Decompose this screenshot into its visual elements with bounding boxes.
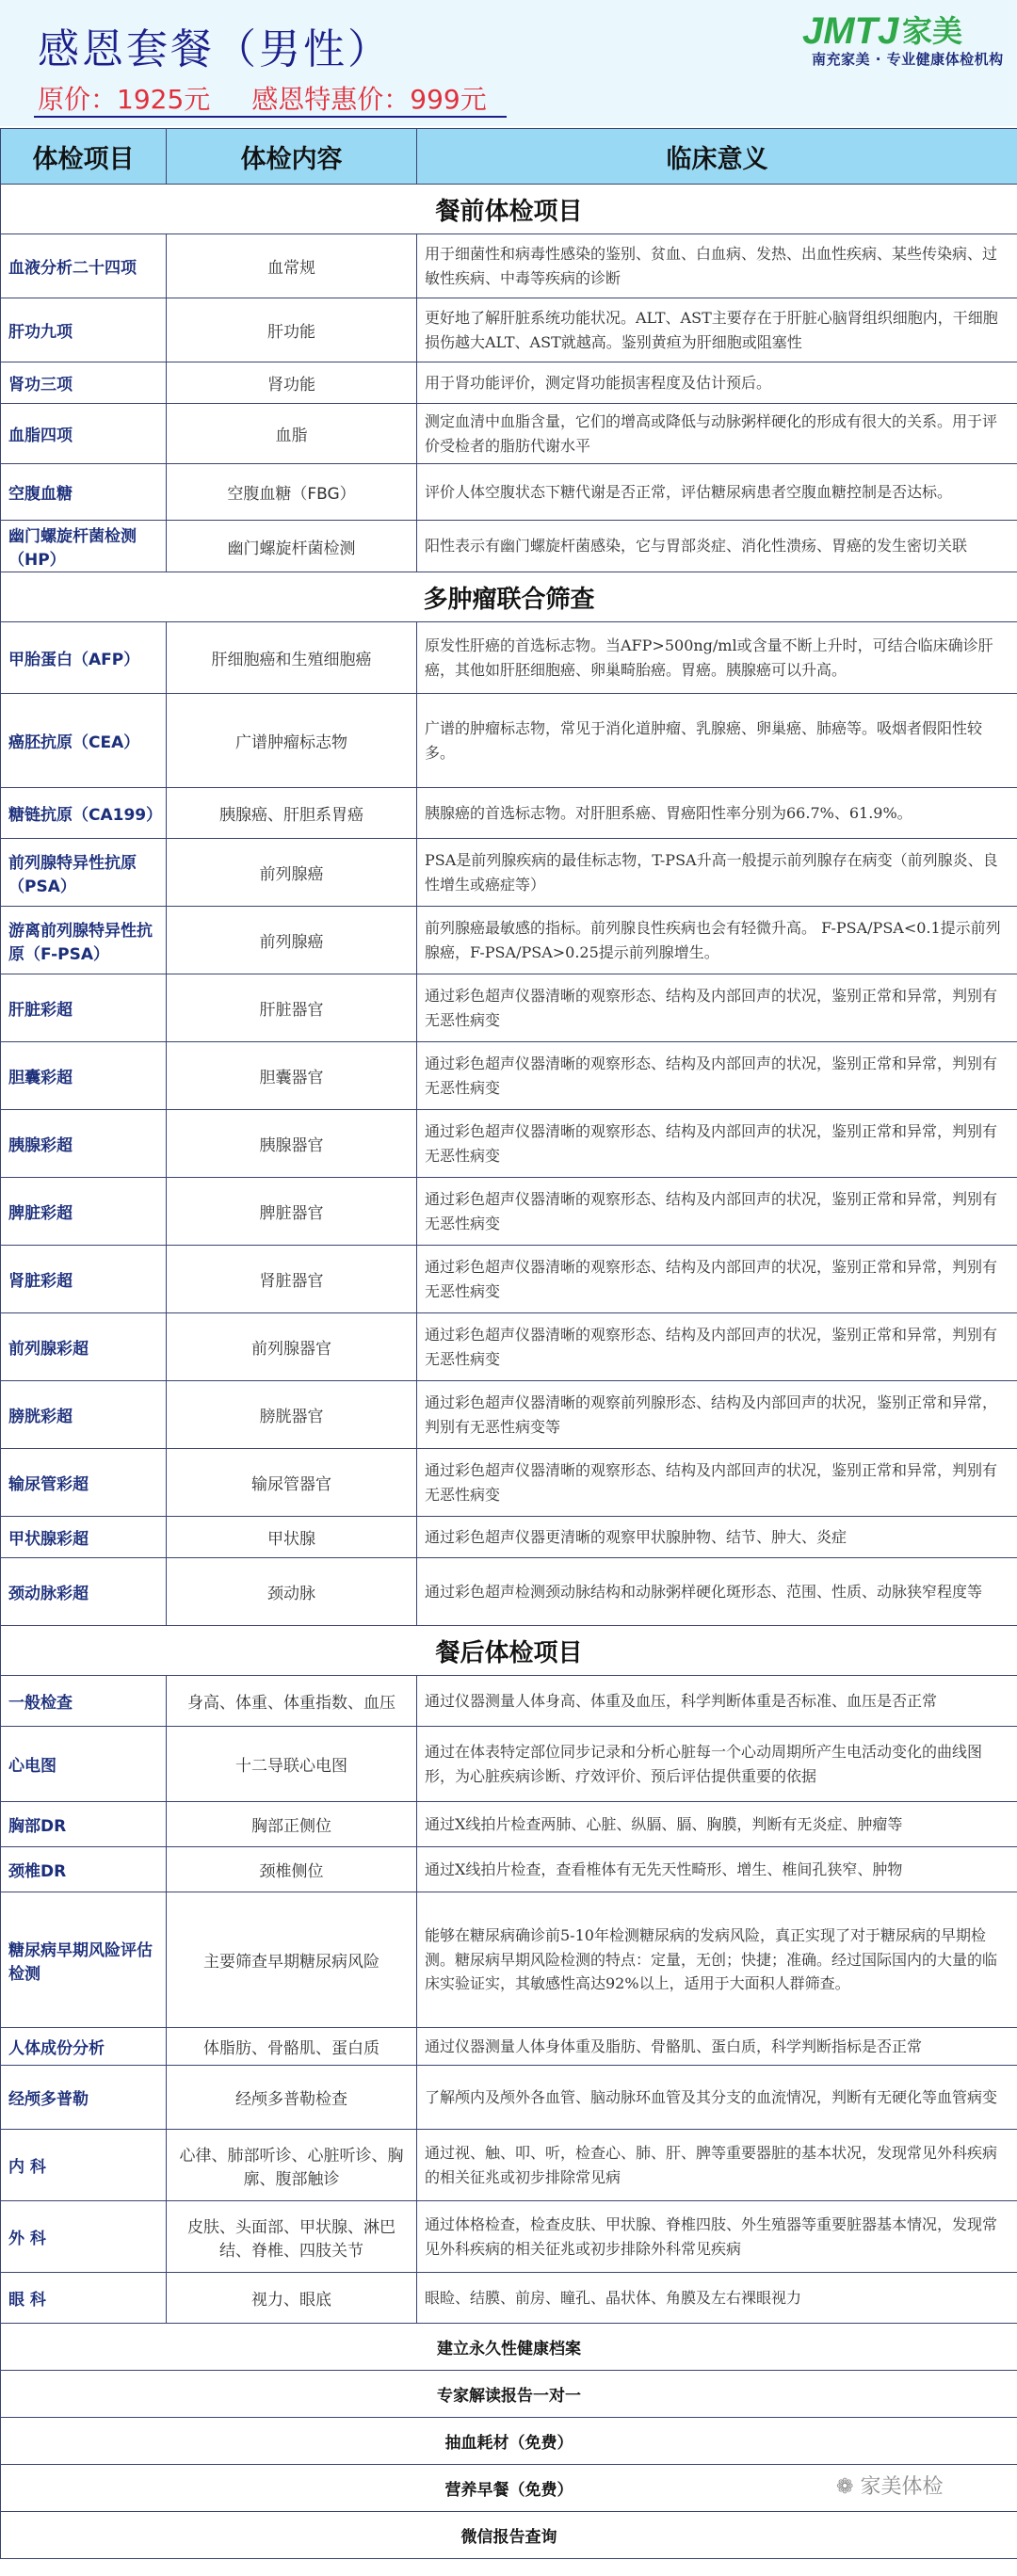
- item-name-cell: 输尿管彩超: [1, 1449, 167, 1517]
- meaning-cell: 胰腺癌的首选标志物。对肝胆系癌、胃癌阳性率分别为66.7%、61.9%。: [417, 788, 1017, 839]
- content-cell: 肝功能: [167, 298, 417, 362]
- content-cell: 输尿管器官: [167, 1449, 417, 1517]
- exam-table: [0, 128, 1017, 2559]
- content-cell: 心律、肺部听诊、心脏听诊、胸廓、腹部触诊: [167, 2130, 417, 2201]
- footer-text: 专家解读报告一对一: [1, 2371, 1017, 2418]
- meaning-cell: 通过彩色超声仪器清晰的观察形态、结构及内部回声的状况，鉴别正常和异常，判别有无恶性病变: [417, 1110, 1017, 1178]
- table-row: [1, 234, 1017, 298]
- meaning-cell: 眼睑、结膜、前房、瞳孔、晶状体、角膜及左右裸眼视力: [417, 2273, 1017, 2324]
- content-cell: 颈椎侧位: [167, 1847, 417, 1892]
- content-cell: 血脂: [167, 404, 417, 464]
- meaning-cell: 前列腺癌最敏感的指标。前列腺良性疾病也会有轻微升高。 F-PSA/PSA<0.1提示前列腺癌，F-PSA/PSA>0.25提示前列腺增生。: [417, 907, 1017, 974]
- col-header-item: 体检项目: [1, 129, 167, 185]
- item-name-cell: 心电图: [1, 1727, 167, 1802]
- meaning-cell: 通过彩色超声仪器清晰的观察形态、结构及内部回声的状况，鉴别正常和异常，判别有无恶性病变: [417, 1449, 1017, 1517]
- footer-row: [1, 2324, 1017, 2371]
- item-name-cell: 空腹血糖: [1, 464, 167, 521]
- table-row: [1, 521, 1017, 572]
- content-cell: 肝脏器官: [167, 974, 417, 1042]
- price-underline: [34, 116, 507, 118]
- item-name-cell: 幽门螺旋杆菌检测（HP）: [1, 521, 167, 572]
- content-cell: 十二导联心电图: [167, 1727, 417, 1802]
- content-cell: 胸部正侧位: [167, 1802, 417, 1847]
- content-cell: 肾功能: [167, 362, 417, 404]
- table-row: [1, 404, 1017, 464]
- table-row: [1, 464, 1017, 521]
- item-name-cell: 肝功九项: [1, 298, 167, 362]
- item-name-cell: 颈动脉彩超: [1, 1558, 167, 1626]
- table-row: [1, 1042, 1017, 1110]
- meaning-cell: 通过视、触、叩、听，检查心、肺、肝、脾等重要器脏的基本状况，发现常见外科疾病的相关征兆或初步排除常见病: [417, 2130, 1017, 2201]
- footer-row: [1, 2512, 1017, 2559]
- item-name-cell: 眼 科: [1, 2273, 167, 2324]
- meaning-cell: 通过彩色超声仪器清晰的观察形态、结构及内部回声的状况，鉴别正常和异常，判别有无恶性病变: [417, 1178, 1017, 1246]
- table-row: [1, 1381, 1017, 1449]
- meaning-cell: 用于肾功能评价，测定肾功能损害程度及估计预后。: [417, 362, 1017, 404]
- meaning-cell: 广谱的肿瘤标志物，常见于消化道肿瘤、乳腺癌、卵巢癌、肺癌等。吸烟者假阳性较多。: [417, 694, 1017, 788]
- table-row: [1, 839, 1017, 907]
- meaning-cell: 通过X线拍片检查，查看椎体有无先天性畸形、增生、椎间孔狭窄、肿物: [417, 1847, 1017, 1892]
- item-name-cell: 外 科: [1, 2201, 167, 2273]
- content-cell: 肝细胞癌和生殖细胞癌: [167, 622, 417, 694]
- section-title: 多肿瘤联合筛查: [1, 572, 1017, 622]
- meaning-cell: 阳性表示有幽门螺旋杆菌感染，它与胃部炎症、消化性溃疡、胃癌的发生密切关联: [417, 521, 1017, 572]
- item-name-cell: 甲状腺彩超: [1, 1517, 167, 1558]
- meaning-cell: 通过仪器测量人体身体重及脂肪、骨骼肌、蛋白质，科学判断指标是否正常: [417, 2028, 1017, 2066]
- item-name-cell: 血脂四项: [1, 404, 167, 464]
- item-name-cell: 血液分析二十四项: [1, 234, 167, 298]
- table-row: [1, 1246, 1017, 1313]
- content-cell: 胰腺器官: [167, 1110, 417, 1178]
- meaning-cell: 通过彩色超声仪器清晰的观察前列腺形态、结构及内部回声的状况，鉴别正常和异常，判别有无恶性病变等: [417, 1381, 1017, 1449]
- footer-row: [1, 2371, 1017, 2418]
- table-row: [1, 1892, 1017, 2028]
- footer-row: [1, 2418, 1017, 2465]
- item-name-cell: 内 科: [1, 2130, 167, 2201]
- content-cell: 血常规: [167, 234, 417, 298]
- table-row: [1, 2028, 1017, 2066]
- table-row: [1, 2066, 1017, 2130]
- table-row: [1, 1517, 1017, 1558]
- table-row: [1, 1727, 1017, 1802]
- meaning-cell: 通过彩色超声检测颈动脉结构和动脉粥样硬化斑形态、范围、性质、动脉狭窄程度等: [417, 1558, 1017, 1626]
- meaning-cell: 更好地了解肝脏系统功能状况。ALT、AST主要存在于肝脏心脑肾组织细胞内，干细胞损伤越大ALT、AST就越高。鉴别黄疸为肝细胞或阻塞性: [417, 298, 1017, 362]
- footer-text: 微信报告查询: [1, 2512, 1017, 2559]
- item-name-cell: 胰腺彩超: [1, 1110, 167, 1178]
- item-name-cell: 前列腺特异性抗原（PSA）: [1, 839, 167, 907]
- item-name-cell: 肾脏彩超: [1, 1246, 167, 1313]
- logo-slogan: 南充家美 · 专业健康体检机构: [812, 51, 1004, 68]
- table-row: [1, 1558, 1017, 1626]
- content-cell: 体脂肪、骨骼肌、蛋白质: [167, 2028, 417, 2066]
- meaning-cell: 原发性肝癌的首选标志物。当AFP>500ng/ml或含量不断上升时，可结合临床确诊肝癌，其他如肝胚细胞癌、卵巢畸胎癌。胃癌。胰腺癌可以升高。: [417, 622, 1017, 694]
- col-header-content: 体检内容: [167, 129, 417, 185]
- wechat-icon: ❁: [836, 2475, 861, 2499]
- item-name-cell: 糖尿病早期风险评估检测: [1, 1892, 167, 2028]
- table-body: [1, 185, 1017, 2559]
- content-cell: 颈动脉: [167, 1558, 417, 1626]
- footer-text: 建立永久性健康档案: [1, 2324, 1017, 2371]
- content-cell: 空腹血糖（FBG）: [167, 464, 417, 521]
- item-name-cell: 一般检查: [1, 1676, 167, 1727]
- content-cell: 脾脏器官: [167, 1178, 417, 1246]
- table-row: [1, 1449, 1017, 1517]
- item-name-cell: 胆囊彩超: [1, 1042, 167, 1110]
- item-name-cell: 癌胚抗原（CEA）: [1, 694, 167, 788]
- meaning-cell: 通过彩色超声仪器清晰的观察形态、结构及内部回声的状况，鉴别正常和异常，判别有无恶性病变: [417, 974, 1017, 1042]
- item-name-cell: 肝脏彩超: [1, 974, 167, 1042]
- logo-name: 家美: [902, 13, 963, 49]
- table-row: [1, 362, 1017, 404]
- meaning-cell: 通过体格检查，检查皮肤、甲状腺、脊椎四肢、外生殖器等重要脏器基本情况，发现常见外科疾病的相关征兆或初步排除外科常见疾病: [417, 2201, 1017, 2273]
- table-row: [1, 1313, 1017, 1381]
- meaning-cell: 用于细菌性和病毒性感染的鉴别、贫血、白血病、发热、出血性疾病、某些传染病、过敏性疾病、中毒等疾病的诊断: [417, 234, 1017, 298]
- item-name-cell: 人体成份分析: [1, 2028, 167, 2066]
- content-cell: 视力、眼底: [167, 2273, 417, 2324]
- col-header-meaning: 临床意义: [417, 129, 1017, 185]
- content-cell: 前列腺癌: [167, 839, 417, 907]
- table-row: [1, 622, 1017, 694]
- table-row: [1, 974, 1017, 1042]
- content-cell: 幽门螺旋杆菌检测: [167, 521, 417, 572]
- section-row: [1, 1626, 1017, 1676]
- logo-letters: JMTJ: [802, 10, 899, 52]
- meaning-cell: 了解颅内及颅外各血管、脑动脉环血管及其分支的血流情况，判断有无硬化等血管病变: [417, 2066, 1017, 2130]
- item-name-cell: 胸部DR: [1, 1802, 167, 1847]
- table-row: [1, 298, 1017, 362]
- footer-text: 抽血耗材（免费）: [1, 2418, 1017, 2465]
- table-row: [1, 2273, 1017, 2324]
- table-header-row: [1, 129, 1017, 185]
- table-row: [1, 2201, 1017, 2273]
- wechat-watermark: [836, 2471, 943, 2500]
- content-cell: 胰腺癌、肝胆系胃癌: [167, 788, 417, 839]
- meaning-cell: PSA是前列腺疾病的最佳标志物，T-PSA升高一般提示前列腺存在病变（前列腺炎、良性增生或癌症等）: [417, 839, 1017, 907]
- page-title: 感恩套餐（男性）: [38, 25, 392, 73]
- table-row: [1, 1178, 1017, 1246]
- section-row: [1, 572, 1017, 622]
- watermark-text: 家美体检: [860, 2475, 944, 2499]
- content-cell: 身高、体重、体重指数、血压: [167, 1676, 417, 1727]
- meaning-cell: 能够在糖尿病确诊前5-10年检测糖尿病的发病风险，真正实现了对于糖尿病的早期检测。糖尿病早期风险检测的特点：定量，无创；快捷；准确。经过国际国内的大量的临床实验证实，其敏感性高达92%以上，适用于大面积人群筛查。: [417, 1892, 1017, 2028]
- meaning-cell: 测定血清中血脂含量，它们的增高或降低与动脉粥样硬化的形成有很大的关系。用于评价受检者的脂肪代谢水平: [417, 404, 1017, 464]
- meaning-cell: 通过仪器测量人体身高、体重及血压，科学判断体重是否标准、血压是否正常: [417, 1676, 1017, 1727]
- item-name-cell: 肾功三项: [1, 362, 167, 404]
- section-title: 餐后体检项目: [1, 1626, 1017, 1676]
- meaning-cell: 通过在体表特定部位同步记录和分析心脏每一个心动周期所产生电活动变化的曲线图形，为心脏疾病诊断、疗效评价、预后评估提供重要的依据: [417, 1727, 1017, 1802]
- meaning-cell: 通过彩色超声仪器更清晰的观察甲状腺肿物、结节、肿大、炎症: [417, 1517, 1017, 1558]
- price-line: [38, 79, 528, 117]
- item-name-cell: 游离前列腺特异性抗原（F-PSA）: [1, 907, 167, 974]
- item-name-cell: 经颅多普勒: [1, 2066, 167, 2130]
- table-row: [1, 694, 1017, 788]
- table-row: [1, 907, 1017, 974]
- content-cell: 皮肤、头面部、甲状腺、淋巴结、脊椎、四肢关节: [167, 2201, 417, 2273]
- content-cell: 主要筛查早期糖尿病风险: [167, 1892, 417, 2028]
- section-row: [1, 185, 1017, 234]
- table-row: [1, 1676, 1017, 1727]
- table-row: [1, 2130, 1017, 2201]
- content-cell: 胆囊器官: [167, 1042, 417, 1110]
- section-title: 餐前体检项目: [1, 185, 1017, 234]
- meaning-cell: 通过X线拍片检查两肺、心脏、纵膈、膈、胸膜，判断有无炎症、肿瘤等: [417, 1802, 1017, 1847]
- meaning-cell: 通过彩色超声仪器清晰的观察形态、结构及内部回声的状况，鉴别正常和异常，判别有无恶性病变: [417, 1313, 1017, 1381]
- item-name-cell: 前列腺彩超: [1, 1313, 167, 1381]
- table-row: [1, 1110, 1017, 1178]
- content-cell: 肾脏器官: [167, 1246, 417, 1313]
- meaning-cell: 通过彩色超声仪器清晰的观察形态、结构及内部回声的状况，鉴别正常和异常，判别有无恶性病变: [417, 1246, 1017, 1313]
- content-cell: 甲状腺: [167, 1517, 417, 1558]
- content-cell: 前列腺癌: [167, 907, 417, 974]
- content-cell: 经颅多普勒检查: [167, 2066, 417, 2130]
- content-cell: 膀胱器官: [167, 1381, 417, 1449]
- item-name-cell: 脾脏彩超: [1, 1178, 167, 1246]
- meaning-cell: 通过彩色超声仪器清晰的观察形态、结构及内部回声的状况，鉴别正常和异常，判别有无恶性病变: [417, 1042, 1017, 1110]
- footer-text: 营养早餐（免费）: [1, 2465, 1017, 2512]
- table-row: [1, 1802, 1017, 1847]
- item-name-cell: 膀胱彩超: [1, 1381, 167, 1449]
- meaning-cell: 评价人体空腹状态下糖代谢是否正常，评估糖尿病患者空腹血糖控制是否达标。: [417, 464, 1017, 521]
- special-price: 感恩特惠价：999元: [251, 84, 487, 115]
- item-name-cell: 颈椎DR: [1, 1847, 167, 1892]
- original-price: 原价：1925元: [38, 84, 211, 115]
- table-row: [1, 1847, 1017, 1892]
- table-row: [1, 788, 1017, 839]
- content-cell: 前列腺器官: [167, 1313, 417, 1381]
- item-name-cell: 甲胎蛋白（AFP）: [1, 622, 167, 694]
- content-cell: 广谱肿瘤标志物: [167, 694, 417, 788]
- item-name-cell: 糖链抗原（CA199）: [1, 788, 167, 839]
